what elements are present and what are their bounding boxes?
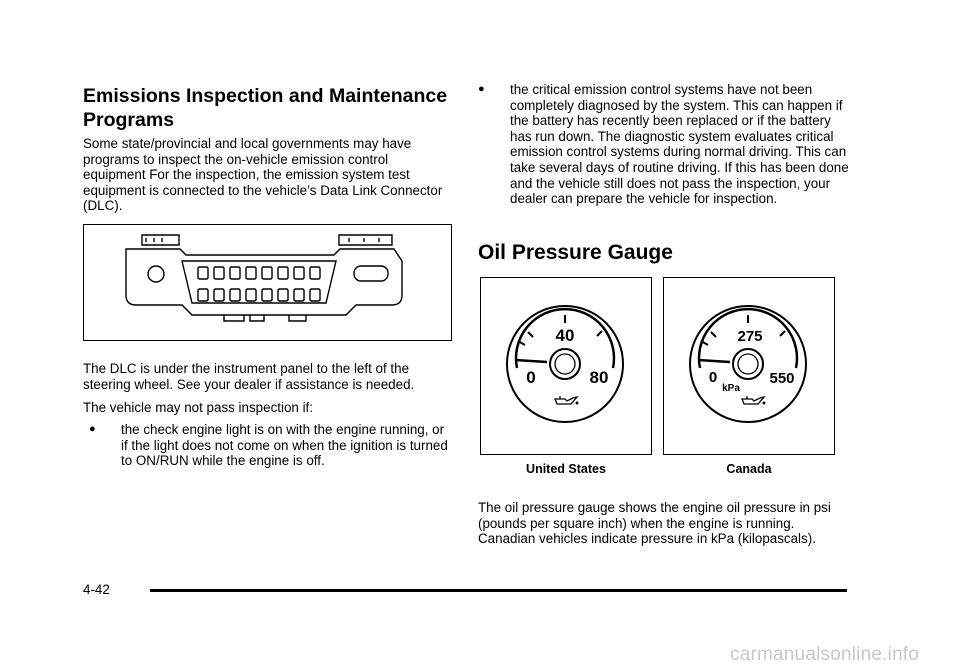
watermark: carmanualsonline.info	[730, 644, 920, 665]
connector-pin	[262, 289, 272, 301]
gauge-us-high-label: 80	[589, 368, 609, 387]
connector-pin	[246, 289, 256, 301]
connector-pin	[214, 289, 224, 301]
list-item-check-engine	[89, 422, 451, 469]
oil-pressure-gauge-canada	[664, 278, 833, 453]
bullet-text: the critical emission control systems have not been completely diagnosed by the system. This can happen if the battery has recently been replaced or if the battery has run down. The diagnostic system evaluates critical emission control systems during normal driving. This can take several days of routine driving. If this has been done and the vehicle still does not pass the inspection, your dealer can prepare the vehicle for inspection.	[510, 82, 849, 207]
connector-pin	[294, 289, 304, 301]
connector-pin	[198, 289, 208, 301]
connector-pin	[262, 267, 272, 279]
bullet-dot: ●	[478, 83, 485, 95]
bullet-dot: ●	[89, 423, 96, 435]
oil-pressure-gauge-us	[481, 278, 650, 453]
gauge-canada-low-label: 0	[708, 369, 718, 386]
left-column-lower	[83, 361, 453, 416]
heading-text: Oil Pressure Gauge	[478, 241, 673, 264]
oil-can-icon	[742, 396, 765, 404]
may-not-pass-text: The vehicle may not pass inspection if:	[83, 400, 313, 416]
gauge-us-low-label: 0	[526, 368, 536, 387]
dlc-location-text: The DLC is under the instrument panel to the left of the steering wheel. See your dealer if assistance is needed.	[83, 361, 415, 392]
gauge-figure-us	[480, 277, 652, 455]
connector-pin	[310, 267, 320, 279]
heading-text: Emissions Inspection and Maintenance Programs	[83, 85, 448, 131]
connector-pin	[294, 267, 304, 279]
gauge-canada-unit-label: kPa	[722, 383, 740, 394]
section-heading-emissions	[83, 84, 453, 132]
gauge-canada-high-label: 550	[769, 370, 795, 387]
section-heading-oil-pressure	[478, 240, 673, 266]
oil-pressure-description	[478, 500, 848, 547]
list-item-critical-systems	[478, 82, 850, 207]
page-number: 4-42	[83, 582, 110, 597]
gauge-us-mid-label: 40	[555, 326, 575, 345]
connector-pin	[230, 289, 240, 301]
gauge-canada-mid-label: 275	[737, 328, 763, 345]
connector-pin	[198, 267, 208, 279]
footer-rule	[150, 589, 847, 592]
oil-pressure-description-text: The oil pressure gauge shows the engine oil pressure in psi (pounds per square inch) when the engine is running. Canadian vehicles indicate pressure in kPa (kilopascals).	[478, 500, 831, 547]
connector-pin	[278, 267, 288, 279]
gauge-figure-canada	[663, 277, 835, 455]
dlc-connector-icon	[84, 225, 450, 339]
emissions-intro: Some state/provincial and local governments may have programs to inspect the on-vehicle emission control equipment For the inspection, the emission system test equipment is connected to the vehicle’s Data Link Connector (DLC).	[83, 136, 443, 214]
oil-can-icon	[555, 396, 578, 404]
dlc-connector-figure	[83, 224, 452, 341]
gauge-canada-caption: Canada	[726, 462, 772, 476]
gauge-us-caption: United States	[526, 462, 606, 476]
connector-pin	[214, 267, 224, 279]
connector-pin	[310, 289, 320, 301]
bullet-text: the check engine light is on with the engine running, or if the light does not come on when the ignition is turned to ON/RUN while the engine is off.	[121, 422, 448, 469]
connector-pin	[230, 267, 240, 279]
connector-pin	[246, 267, 256, 279]
connector-pin	[278, 289, 288, 301]
left-column	[83, 84, 453, 214]
